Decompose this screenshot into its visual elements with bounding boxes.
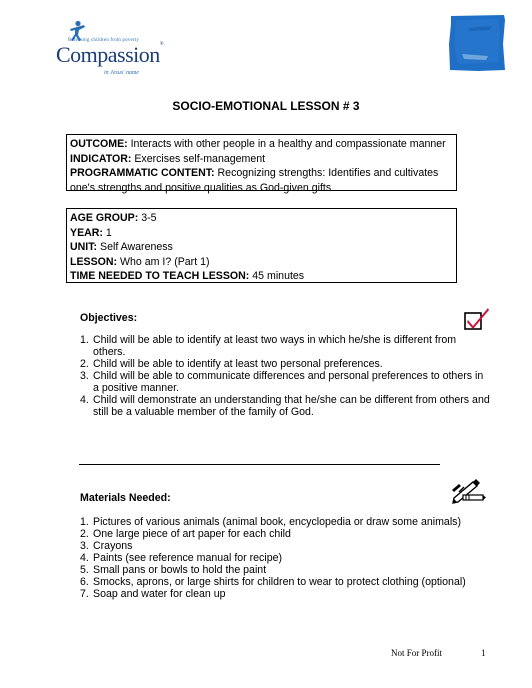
section-divider xyxy=(79,464,440,465)
logo-brand: Compassion® xyxy=(56,42,164,67)
list-item: 2. One large piece of art paper for each child xyxy=(80,528,291,540)
year-line: YEAR: 1 xyxy=(70,226,112,239)
list-item: 6. Smocks, aprons, or large shirts for children to wear to protect clothing (optional) xyxy=(80,576,466,588)
time-needed-line: TIME NEEDED TO TEACH LESSON: 45 minutes xyxy=(70,270,305,282)
unit-line: UNIT: Self Awareness xyxy=(70,241,173,253)
compassion-logo xyxy=(56,18,168,76)
objectives-heading: Objectives: xyxy=(80,312,138,324)
pencil-crayon-icon xyxy=(451,478,487,504)
list-item: 1. Pictures of various animals (animal book, encyclopedia or draw some animals) xyxy=(80,516,461,528)
list-item: 3. Child will be able to communicate differences and personal preferences to others in a positive manner. xyxy=(80,370,484,394)
outcome-line: OUTCOME: Interacts with other people in a healthy and compassionate manner xyxy=(70,138,446,150)
materials-list xyxy=(80,516,500,600)
list-item: 4. Paints (see reference manual for recipe) xyxy=(80,552,283,564)
objectives-list xyxy=(80,334,490,418)
logo-tagline-bottom: in Jesus' name xyxy=(104,70,139,76)
page-title: SOCIO-EMOTIONAL LESSON # 3 xyxy=(172,99,360,113)
age-group-line: AGE GROUP: 3-5 xyxy=(70,212,157,224)
list-item: 1. Child will be able to identify at least two ways in which he/she is different from others. xyxy=(80,334,457,358)
checkbox-check-icon xyxy=(464,307,490,331)
lesson-line: LESSON: Who am I? (Part 1) xyxy=(70,255,210,268)
footer-text: Not For Profit xyxy=(391,648,443,658)
list-item: 7. Soap and water for clean up xyxy=(80,588,226,600)
blue-paint-decoration xyxy=(448,14,506,72)
list-item: 2. Child will be able to identify at least two personal preferences. xyxy=(80,358,383,370)
logo-tagline-top: Releasing children from poverty xyxy=(68,38,140,43)
indicator-line: INDICATOR: Exercises self-management xyxy=(70,152,266,165)
lesson-info-box xyxy=(66,208,457,283)
list-item: 4. Child will demonstrate an understanding that he/she can be different from others and still be a valuable member of the family of God. xyxy=(80,394,490,418)
materials-heading: Materials Needed: xyxy=(80,492,171,504)
programmatic-content-line: PROGRAMMATIC CONTENT: Recognizing strengths: Identifies and cultivates one's strengths and positive qualities as God-given gifts xyxy=(70,167,439,194)
list-item: 3. Crayons xyxy=(80,540,133,552)
list-item: 5. Small pans or bowls to hold the paint xyxy=(80,564,267,576)
page-number: 1 xyxy=(481,648,486,658)
outcome-box xyxy=(66,134,457,194)
